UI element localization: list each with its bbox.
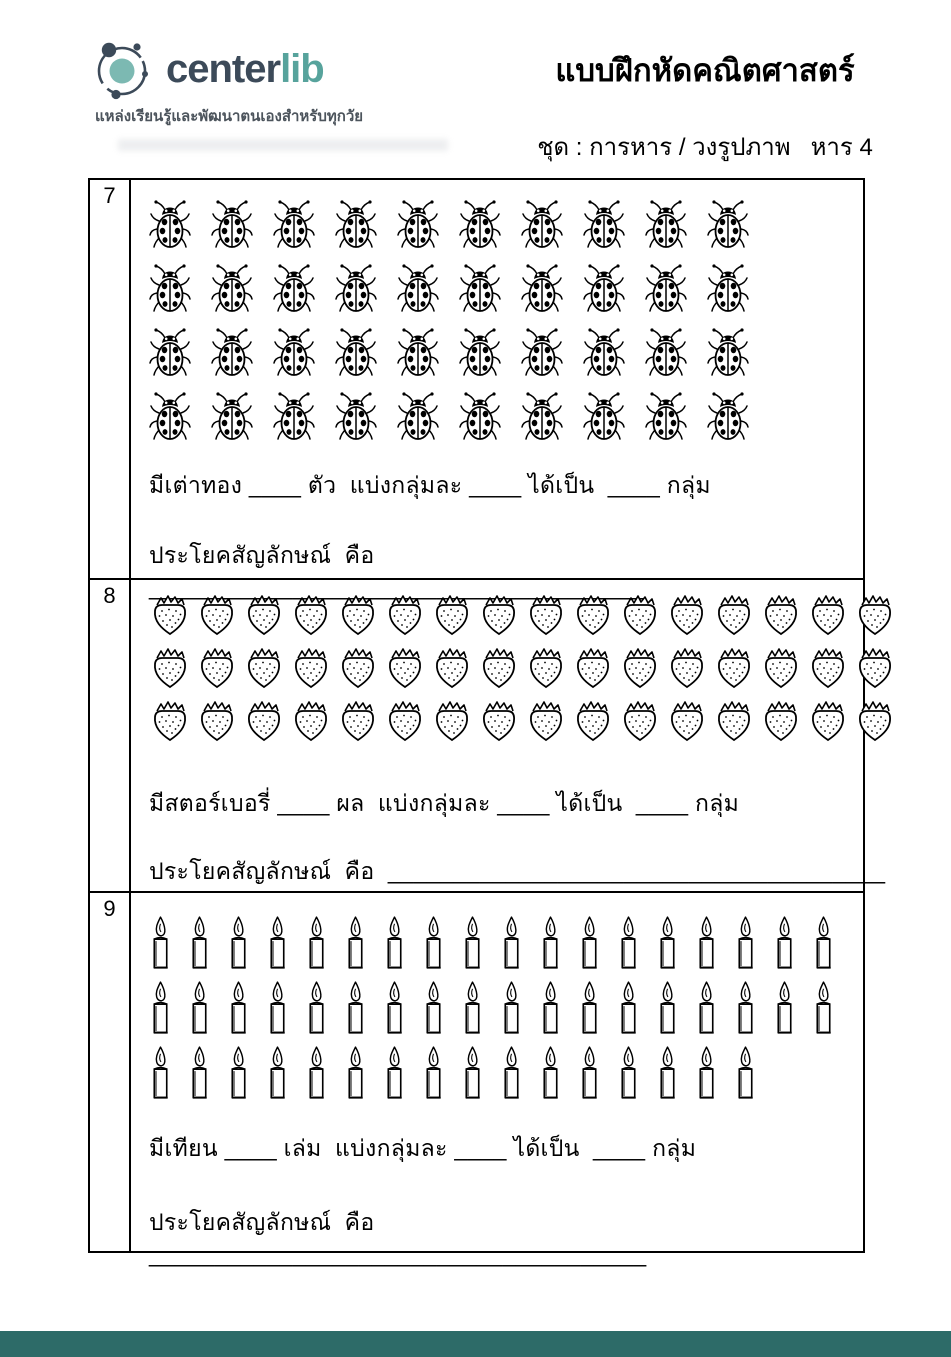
strawberry-icon xyxy=(290,594,332,636)
strawberry-icon xyxy=(807,647,849,689)
ladybug-icon xyxy=(273,200,315,250)
ladybug-icon xyxy=(521,392,563,442)
strawberry-icon xyxy=(243,700,285,742)
ladybug-icon xyxy=(645,264,687,314)
ladybug-icon xyxy=(459,200,501,250)
footer-bar xyxy=(0,1331,951,1357)
strawberry-row xyxy=(149,594,896,636)
ladybug-icon xyxy=(149,328,191,378)
answer-line: ประโยคสัญลักษณ์ คือ ______________________________________ xyxy=(149,542,647,600)
candle-icon xyxy=(344,915,367,971)
candle-icon xyxy=(383,980,406,1036)
candle-icon xyxy=(500,980,523,1036)
ladybug-icon xyxy=(149,264,191,314)
candle-icon xyxy=(539,1045,562,1101)
candle-icon xyxy=(305,915,328,971)
centerlib-logo-icon xyxy=(92,36,156,102)
candle-icon xyxy=(617,915,640,971)
strawberry-icon xyxy=(666,594,708,636)
strawberry-icon xyxy=(149,594,191,636)
strawberry-icon xyxy=(478,594,520,636)
page-title: แบบฝึกหัดคณิตศาสตร์ xyxy=(555,53,855,88)
strawberry-row xyxy=(149,647,896,689)
candle-icon xyxy=(305,980,328,1036)
candle-icon xyxy=(773,915,796,971)
logo-center-dot xyxy=(110,59,135,84)
answer-line: ประโยคสัญลักษณ์ คือ ______________________________________ xyxy=(149,858,886,884)
question-content xyxy=(131,180,863,600)
strawberry-icon xyxy=(337,594,379,636)
question-number: 9 xyxy=(90,893,131,1251)
question-number: 8 xyxy=(90,580,131,891)
strawberry-icon xyxy=(525,594,567,636)
ladybug-icon xyxy=(459,392,501,442)
logo-tagline: แหล่งเรียนรู้และพัฒนาตนเองสำหรับทุกวัย xyxy=(95,108,364,125)
candle-icon xyxy=(149,915,172,971)
brand-secondary: lib xyxy=(280,47,324,91)
strawberry-icon xyxy=(196,594,238,636)
brand-name xyxy=(166,49,324,89)
candle-icon xyxy=(266,980,289,1036)
strawberry-icon xyxy=(290,647,332,689)
question-row-7 xyxy=(90,180,863,600)
strawberry-icon xyxy=(619,700,661,742)
strawberry-icon xyxy=(572,594,614,636)
candle-icon xyxy=(656,915,679,971)
strawberry-icon xyxy=(666,647,708,689)
question-row-9 xyxy=(90,893,863,1267)
candle-icon xyxy=(422,1045,445,1101)
candle-icon xyxy=(734,915,757,971)
strawberry-icon xyxy=(196,700,238,742)
candle-grid xyxy=(149,893,863,1101)
strawberry-icon xyxy=(431,700,473,742)
candle-icon xyxy=(734,980,757,1036)
ladybug-icon xyxy=(211,328,253,378)
candle-icon xyxy=(344,1045,367,1101)
ladybug-icon xyxy=(707,392,749,442)
question-number: 7 xyxy=(90,180,131,578)
brand-primary: center xyxy=(166,47,281,91)
ladybug-icon xyxy=(149,392,191,442)
ladybug-icon xyxy=(397,264,439,314)
candle-icon xyxy=(422,915,445,971)
candle-icon xyxy=(617,1045,640,1101)
ladybug-icon xyxy=(273,264,315,314)
candle-row xyxy=(149,1045,863,1101)
ladybug-icon xyxy=(583,392,625,442)
candle-icon xyxy=(149,980,172,1036)
candle-icon xyxy=(305,1045,328,1101)
candle-icon xyxy=(773,980,796,1036)
strawberry-icon xyxy=(713,647,755,689)
strawberry-icon xyxy=(478,700,520,742)
ladybug-icon xyxy=(707,328,749,378)
strawberry-icon xyxy=(666,700,708,742)
ladybug-icon xyxy=(645,392,687,442)
ladybug-icon xyxy=(211,264,253,314)
ladybug-icon xyxy=(707,200,749,250)
strawberry-icon xyxy=(807,594,849,636)
candle-icon xyxy=(656,980,679,1036)
ladybug-icon xyxy=(521,264,563,314)
ladybug-icon xyxy=(397,328,439,378)
strawberry-icon xyxy=(619,647,661,689)
candle-icon xyxy=(656,1045,679,1101)
ladybug-icon xyxy=(273,328,315,378)
candle-icon xyxy=(539,915,562,971)
candle-icon xyxy=(812,915,835,971)
ladybug-icon xyxy=(397,392,439,442)
candle-icon xyxy=(422,980,445,1036)
strawberry-icon xyxy=(243,647,285,689)
candle-icon xyxy=(539,980,562,1036)
candle-icon xyxy=(227,980,250,1036)
ladybug-icon xyxy=(583,264,625,314)
question-prompt: มีเทียน ____ เล่ม แบ่งกลุ่มละ ____ ได้เป็น ____ กลุ่ม xyxy=(149,1135,697,1161)
ladybug-row xyxy=(149,264,863,314)
candle-icon xyxy=(695,1045,718,1101)
ladybug-icon xyxy=(211,392,253,442)
candle-row xyxy=(149,915,863,971)
ladybug-icon xyxy=(335,328,377,378)
strawberry-icon xyxy=(854,700,896,742)
page-subtitle: ชุด : การหาร / วงรูปภาพ หาร 4 xyxy=(537,134,873,161)
candle-icon xyxy=(266,915,289,971)
candle-icon xyxy=(734,1045,757,1101)
ladybug-icon xyxy=(583,200,625,250)
candle-icon xyxy=(812,980,835,1036)
ladybug-row xyxy=(149,200,863,250)
erased-text-smudge xyxy=(118,139,448,151)
candle-icon xyxy=(149,1045,172,1101)
strawberry-grid xyxy=(149,580,896,742)
strawberry-icon xyxy=(713,594,755,636)
strawberry-icon xyxy=(760,700,802,742)
ladybug-icon xyxy=(521,328,563,378)
strawberry-icon xyxy=(337,647,379,689)
question-prompt: มีเต่าทอง ____ ตัว แบ่งกลุ่มละ ____ ได้เป็น ____ กลุ่ม xyxy=(149,472,711,498)
question-content xyxy=(131,893,863,1267)
ladybug-icon xyxy=(335,200,377,250)
candle-icon xyxy=(227,915,250,971)
strawberry-icon xyxy=(149,700,191,742)
strawberry-icon xyxy=(572,700,614,742)
candle-icon xyxy=(578,1045,601,1101)
candle-icon xyxy=(344,980,367,1036)
ladybug-icon xyxy=(273,392,315,442)
candle-icon xyxy=(500,915,523,971)
strawberry-icon xyxy=(384,700,426,742)
ladybug-icon xyxy=(459,264,501,314)
ladybug-icon xyxy=(645,200,687,250)
candle-icon xyxy=(188,1045,211,1101)
candle-icon xyxy=(383,1045,406,1101)
candle-icon xyxy=(188,915,211,971)
candle-icon xyxy=(383,915,406,971)
strawberry-icon xyxy=(290,700,332,742)
ladybug-icon xyxy=(397,200,439,250)
answer-line: ประโยคสัญลักษณ์ คือ ______________________________________ xyxy=(149,1209,647,1267)
candle-icon xyxy=(461,980,484,1036)
strawberry-icon xyxy=(525,700,567,742)
strawberry-icon xyxy=(478,647,520,689)
candle-icon xyxy=(617,980,640,1036)
strawberry-icon xyxy=(431,647,473,689)
candle-icon xyxy=(695,980,718,1036)
strawberry-icon xyxy=(807,700,849,742)
strawberry-icon xyxy=(854,594,896,636)
question-row-8 xyxy=(90,580,886,893)
strawberry-icon xyxy=(149,647,191,689)
candle-icon xyxy=(578,915,601,971)
strawberry-icon xyxy=(619,594,661,636)
candle-icon xyxy=(461,1045,484,1101)
strawberry-icon xyxy=(337,700,379,742)
candle-icon xyxy=(500,1045,523,1101)
strawberry-icon xyxy=(243,594,285,636)
candle-icon xyxy=(266,1045,289,1101)
strawberry-icon xyxy=(760,594,802,636)
candle-icon xyxy=(578,980,601,1036)
strawberry-row xyxy=(149,700,896,742)
strawberry-icon xyxy=(196,647,238,689)
ladybug-row xyxy=(149,392,863,442)
candle-row xyxy=(149,980,863,1036)
ladybug-grid xyxy=(149,180,863,442)
ladybug-row xyxy=(149,328,863,378)
candle-icon xyxy=(188,980,211,1036)
ladybug-icon xyxy=(149,200,191,250)
question-content xyxy=(131,580,896,891)
strawberry-icon xyxy=(431,594,473,636)
strawberry-icon xyxy=(572,647,614,689)
ladybug-icon xyxy=(335,392,377,442)
ladybug-icon xyxy=(335,264,377,314)
question-prompt: มีสตอร์เบอรี่ ____ ผล แบ่งกลุ่มละ ____ ได้เป็น ____ กลุ่ม xyxy=(149,790,740,816)
strawberry-icon xyxy=(525,647,567,689)
candle-icon xyxy=(227,1045,250,1101)
ladybug-icon xyxy=(583,328,625,378)
ladybug-icon xyxy=(707,264,749,314)
ladybug-icon xyxy=(645,328,687,378)
candle-icon xyxy=(461,915,484,971)
strawberry-icon xyxy=(384,594,426,636)
strawberry-icon xyxy=(854,647,896,689)
ladybug-icon xyxy=(211,200,253,250)
strawberry-icon xyxy=(384,647,426,689)
ladybug-icon xyxy=(459,328,501,378)
worksheet-table xyxy=(88,178,886,1267)
candle-icon xyxy=(695,915,718,971)
logo xyxy=(92,36,324,102)
strawberry-icon xyxy=(713,700,755,742)
ladybug-icon xyxy=(521,200,563,250)
strawberry-icon xyxy=(760,647,802,689)
